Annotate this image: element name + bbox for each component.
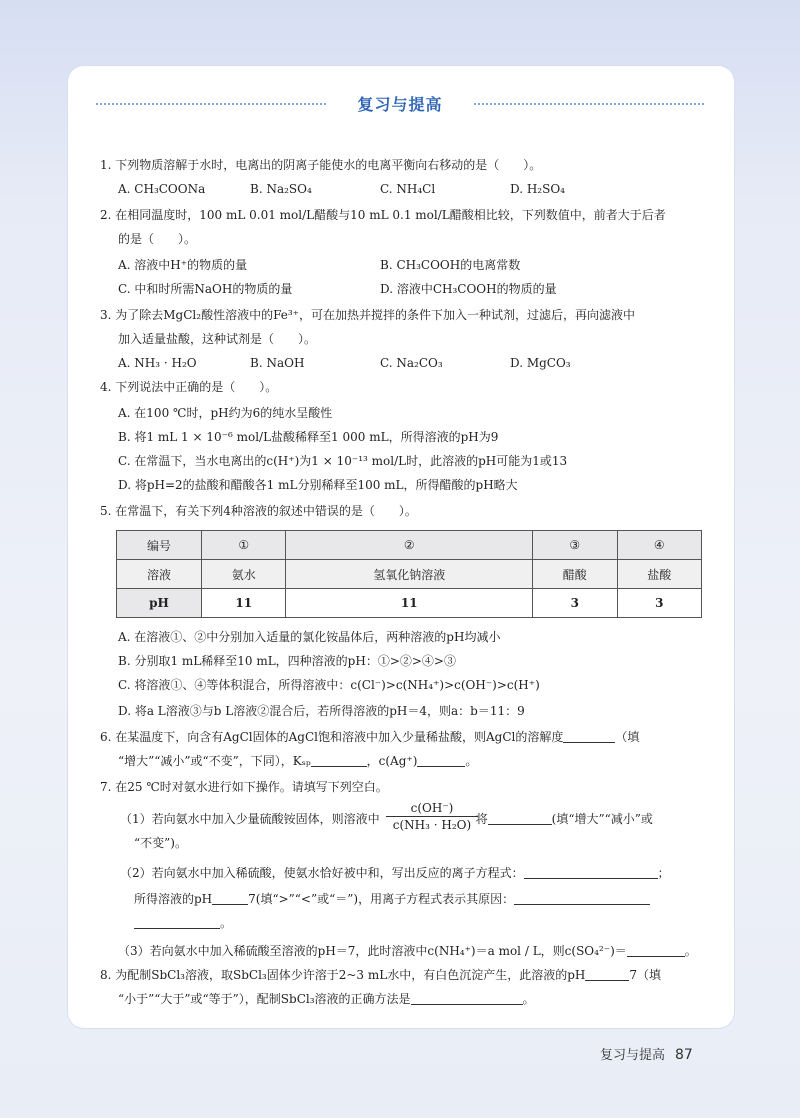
- q3-option-c: C. Na₂CO₃: [380, 356, 443, 370]
- q7-text: (填“增大”“减小”或: [551, 812, 653, 826]
- q7-text: （2）若向氨水中加入稀硫酸，使氨水恰好被中和，写出反应的离子方程式：: [120, 866, 524, 880]
- q1-option-a: A. CH₃COONa: [118, 182, 206, 196]
- q5-option-c: C. 将溶液①、④等体积混合，所得溶液中：c(Cl⁻)>c(NH₄⁺)>c(OH⁻)>c(H⁺): [118, 678, 540, 692]
- q4-stem: 4. 下列说法中正确的是（ ）。: [100, 380, 278, 394]
- q1-option-d: D. H₂SO₄: [510, 182, 565, 196]
- table-cell: ③: [533, 531, 617, 560]
- table-cell: 氨水: [202, 560, 286, 589]
- q1-stem: 1. 下列物质溶解于水时，电离出的阴离子能使水的电离平衡向右移动的是（ ）。: [100, 158, 542, 172]
- q7-ph-blank[interactable]: [212, 891, 248, 905]
- row-label-solution: 溶液: [117, 560, 202, 589]
- table-cell: 3: [533, 589, 617, 618]
- q7-text: （3）若向氨水中加入稀硫酸至溶液的pH＝7，此时溶液中c(NH₄⁺)＝a mol / L，则c(SO₄²⁻)＝: [118, 944, 627, 958]
- section-title: 复习与提高: [357, 95, 443, 114]
- table-cell: 氢氧化钠溶液: [286, 560, 533, 589]
- q2-option-a: A. 溶液中H⁺的物质的量: [118, 258, 248, 272]
- q2-stem-line1: 2. 在相同温度时，100 mL 0.01 mol/L醋酸与10 mL 0.1 mol/L醋酸相比较，下列数值中，前者大于后者: [100, 208, 666, 222]
- q6-text: ，c(Ag⁺): [366, 754, 418, 768]
- q7-text: 将: [475, 812, 488, 826]
- q7-reason-blank[interactable]: [514, 891, 650, 905]
- q7-reason-blank-cont[interactable]: [134, 915, 220, 929]
- table-cell: ④: [617, 531, 702, 560]
- q4-option-b: B. 将1 mL 1 × 10⁻⁶ mol/L盐酸稀释至1 000 mL，所得溶液的pH为9: [118, 430, 499, 444]
- page-number: 87: [675, 1047, 693, 1063]
- q7-part2-line3: [134, 914, 232, 932]
- q4-option-a: A. 在100 ℃时，pH约为6的纯水呈酸性: [118, 406, 333, 420]
- q8-ph-blank[interactable]: [585, 967, 629, 981]
- q7-text: 。: [220, 916, 233, 930]
- q6-text: 6. 在某温度下，向含有AgCl固体的AgCl饱和溶液中加入少量稀盐酸，则AgCl的溶解度: [100, 730, 564, 744]
- table-row: [117, 589, 702, 618]
- q7-stem: 7. 在25 ℃时对氨水进行如下操作。请填写下列空白。: [100, 780, 388, 794]
- q8-line2: [118, 990, 535, 1008]
- fraction-denominator: c(NH₃ · H₂O): [392, 818, 472, 832]
- table-row: [117, 531, 702, 560]
- header-dotted-rule-left: [96, 103, 326, 105]
- q3-stem-line2: 加入适量盐酸，这种试剂是（ ）。: [118, 332, 317, 346]
- q8-text: 。: [522, 992, 535, 1006]
- section-header: [96, 92, 704, 116]
- q8-line1: [100, 966, 661, 984]
- q6-text: “增大”“减小”或“不变”，下同），Kₛₚ: [118, 754, 311, 768]
- q5-option-b: B. 分别取1 mL稀释至10 mL，四种溶液的pH：①>②>④>③: [118, 654, 456, 668]
- q3-option-a: A. NH₃ · H₂O: [118, 356, 197, 370]
- row-label-ph: pH: [117, 589, 202, 618]
- q8-text: 8. 为配制SbCl₃溶液，取SbCl₃固体少许溶于2~3 mL水中，有白色沉淀产生，此溶液的pH: [100, 968, 586, 982]
- q7-text: 。: [684, 944, 697, 958]
- q2-option-d: D. 溶液中CH₃COOH的物质的量: [380, 282, 557, 296]
- table-cell: 盐酸: [617, 560, 702, 589]
- q8-text: “小于”“大于”或“等于”），配制SbCl₃溶液的正确方法是: [118, 992, 411, 1006]
- q5-stem: 5. 在常温下，有关下列4种溶液的叙述中错误的是（ ）。: [100, 504, 417, 518]
- q6-solubility-blank[interactable]: [563, 729, 615, 743]
- q7-sulfate-blank[interactable]: [627, 943, 685, 957]
- q7-text: ；: [657, 866, 670, 880]
- q8-method-blank[interactable]: [411, 991, 523, 1005]
- header-dotted-rule-right: [474, 103, 704, 105]
- table-row: [117, 560, 702, 589]
- footer-section-name: 复习与提高: [600, 1048, 666, 1063]
- q7-text: 7(填“>”“<”或“＝”)，用离子方程式表示其原因：: [248, 892, 515, 906]
- q6-text-tail: （填: [615, 730, 640, 744]
- q7-part2-line1: [120, 864, 670, 882]
- q6-text-end: 。: [465, 754, 478, 768]
- q2-option-b: B. CH₃COOH的电离常数: [380, 258, 521, 272]
- q1-option-b: B. Na₂SO₄: [250, 182, 312, 196]
- q7-part1-blank[interactable]: [488, 811, 552, 825]
- table-cell: 11: [202, 589, 286, 618]
- q5-option-d: D. 将a L溶液③与b L溶液②混合后，若所得溶液的pH＝4，则a：b＝11：9: [118, 704, 525, 718]
- q7-part1-line2: “不变”)。: [134, 836, 187, 850]
- q7-text: （1）若向氨水中加入少量硫酸铵固体，则溶液中: [120, 812, 380, 826]
- q6-line1: [100, 728, 639, 746]
- q7-ionic-equation-blank[interactable]: [524, 865, 658, 879]
- q3-option-d: D. MgCO₃: [510, 356, 571, 370]
- table-cell: 11: [286, 589, 533, 618]
- q4-option-d: D. 将pH=2的盐酸和醋酸各1 mL分别稀释至100 mL，所得醋酸的pH略大: [118, 478, 518, 492]
- q6-line2: [118, 752, 477, 770]
- row-label-number: 编号: [117, 531, 202, 560]
- q3-option-b: B. NaOH: [250, 356, 305, 370]
- q1-option-c: C. NH₄Cl: [380, 182, 436, 196]
- q8-text: 7（填: [629, 968, 662, 982]
- fraction-numerator: c(OH⁻): [386, 800, 478, 817]
- table-cell: ②: [286, 531, 533, 560]
- q7-part2-line2: [134, 890, 650, 908]
- table-cell: 3: [617, 589, 702, 618]
- q7-text: 所得溶液的pH: [134, 892, 213, 906]
- q7-fraction: [386, 800, 478, 833]
- q6-ag-blank[interactable]: [417, 753, 465, 767]
- q4-option-c: C. 在常温下，当水电离出的c(H⁺)为1 × 10⁻¹³ mol/L时，此溶液的pH可能为1或13: [118, 454, 568, 468]
- table-cell: 醋酸: [533, 560, 617, 589]
- q2-stem-line2: 的是（ ）。: [118, 232, 197, 246]
- q3-stem-line1: 3. 为了除去MgCl₂酸性溶液中的Fe³⁺，可在加热并搅拌的条件下加入一种试剂，过滤后，再向滤液中: [100, 308, 635, 322]
- q5-solution-table: [116, 530, 702, 618]
- page-footer: [600, 1044, 693, 1063]
- q5-option-a: A. 在溶液①、②中分别加入适量的氯化铵晶体后，两种溶液的pH均减小: [118, 630, 501, 644]
- q6-ksp-blank[interactable]: [311, 753, 367, 767]
- q7-part3: [118, 942, 697, 960]
- table-cell: ①: [202, 531, 286, 560]
- q2-option-c: C. 中和时所需NaOH的物质的量: [118, 282, 293, 296]
